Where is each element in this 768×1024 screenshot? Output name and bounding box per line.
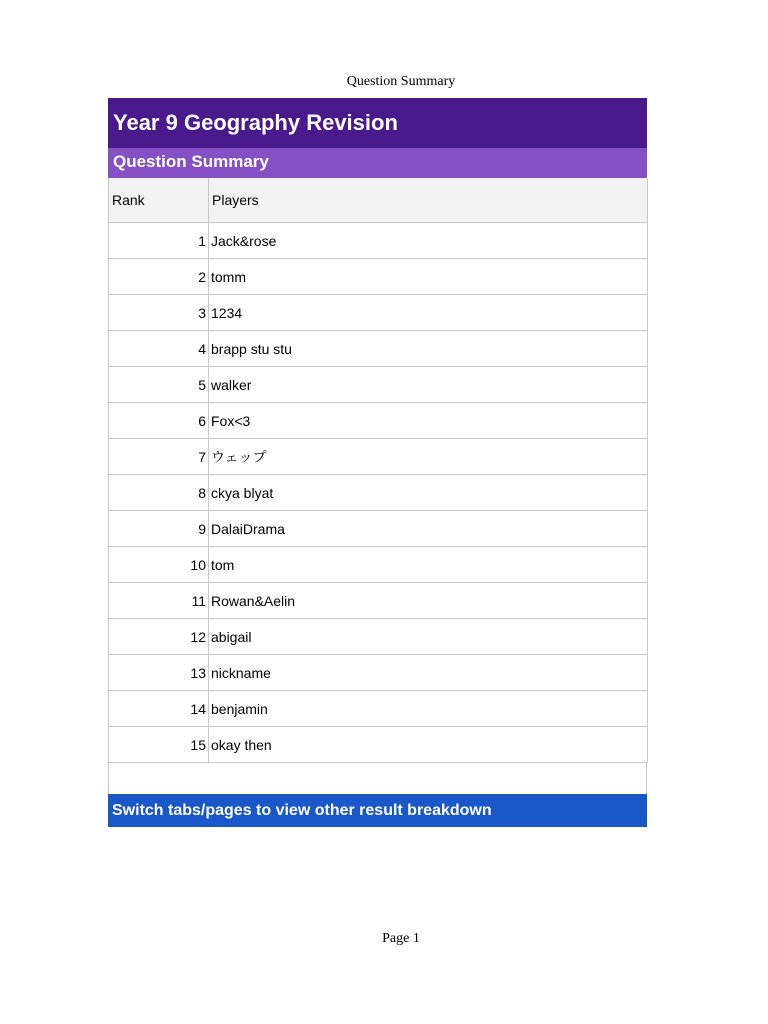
player-cell: tomm: [209, 259, 648, 295]
rank-cell: 11: [109, 583, 209, 619]
sheet-subtitle: Question Summary: [108, 148, 647, 178]
table-row: [109, 403, 648, 439]
page-number: Page 1: [382, 931, 420, 946]
player-cell: DalaiDrama: [209, 511, 648, 547]
rank-cell: 4: [109, 331, 209, 367]
player-cell: walker: [209, 367, 648, 403]
rank-cell: 10: [109, 547, 209, 583]
table-row: [109, 475, 648, 511]
rank-cell: 2: [109, 259, 209, 295]
player-cell: okay then: [209, 727, 648, 763]
question-summary-sheet: [108, 98, 647, 827]
rank-cell: 1: [109, 223, 209, 259]
switch-tabs-note: Switch tabs/pages to view other result breakdown: [108, 794, 647, 827]
rank-cell: 7: [109, 439, 209, 475]
table-body: [109, 223, 648, 763]
table-row: [109, 511, 648, 547]
rank-cell: 13: [109, 655, 209, 691]
player-cell: Rowan&Aelin: [209, 583, 648, 619]
player-cell: Fox<3: [209, 403, 648, 439]
players-column-header: Players: [209, 178, 648, 223]
empty-row: [108, 763, 647, 794]
player-cell: brapp stu stu: [209, 331, 648, 367]
rank-column-header: Rank: [109, 178, 209, 223]
table-header-row: [109, 178, 648, 223]
table-row: [109, 727, 648, 763]
table-row: [109, 259, 648, 295]
player-cell: benjamin: [209, 691, 648, 727]
table-row: [109, 655, 648, 691]
player-cell: 1234: [209, 295, 648, 331]
table-row: [109, 223, 648, 259]
table-row: [109, 367, 648, 403]
table-row: [109, 439, 648, 475]
rank-cell: 12: [109, 619, 209, 655]
rank-cell: 5: [109, 367, 209, 403]
player-cell: ウェップ: [209, 439, 648, 475]
player-cell: abigail: [209, 619, 648, 655]
player-cell: tom: [209, 547, 648, 583]
player-cell: nickname: [209, 655, 648, 691]
table-row: [109, 583, 648, 619]
rank-cell: 15: [109, 727, 209, 763]
page-header: Question Summary: [346, 74, 456, 89]
sheet-title: Year 9 Geography Revision: [108, 98, 647, 148]
rank-cell: 6: [109, 403, 209, 439]
table-row: [109, 295, 648, 331]
table-row: [109, 691, 648, 727]
rank-cell: 8: [109, 475, 209, 511]
table-row: [109, 331, 648, 367]
rank-cell: 14: [109, 691, 209, 727]
table-row: [109, 619, 648, 655]
rank-cell: 9: [109, 511, 209, 547]
table-row: [109, 547, 648, 583]
player-cell: ckya blyat: [209, 475, 648, 511]
player-cell: Jack&rose: [209, 223, 648, 259]
results-table: [108, 178, 648, 763]
rank-cell: 3: [109, 295, 209, 331]
